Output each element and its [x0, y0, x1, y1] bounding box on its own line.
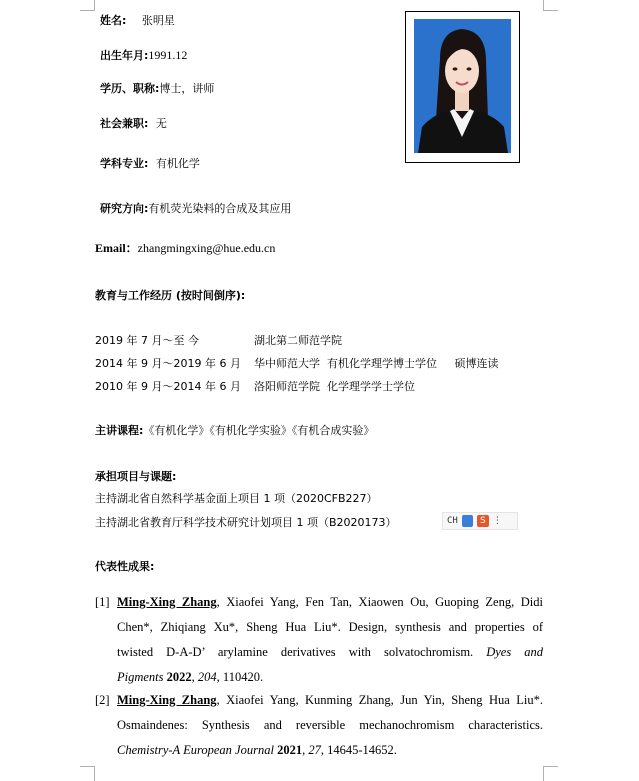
projects-heading: 承担项目与课题:: [95, 470, 177, 483]
achievements-heading: 代表性成果:: [95, 560, 155, 573]
reference-2-line-2: Osmaindenes: Synthesis and reversible mechanochromism characteristics.: [117, 718, 543, 732]
degree-row: [100, 80, 214, 96]
reference-1-number: [1]: [95, 595, 110, 609]
reference-1-line-2: Chen*, Zhiqiang Xu*, Sheng Hua Liu*. Design, synthesis and properties of: [117, 620, 543, 634]
education-period-3: 2010 年 9 月～2014 年 6 月: [95, 380, 241, 393]
profile-photo-frame: [405, 11, 520, 163]
degree-value: 博士，讲师: [159, 82, 215, 95]
ime-menu-icon[interactable]: ⋮: [492, 516, 502, 526]
reference-1-line-4: Pigments 2022, 204, 110420.: [117, 670, 264, 684]
social-label: 社会兼职:: [100, 117, 149, 130]
education-detail-2: 华中师范大学 有机化学理学博士学位 硕博连读: [254, 357, 499, 370]
project-item-2: 主持湖北省教育厅科学技术研究计划项目 1 项（B2020173）: [95, 516, 397, 529]
reference-1-journal-part: Dyes and: [486, 645, 543, 659]
ime-toolbar[interactable]: [442, 512, 518, 530]
education-detail-1: 湖北第二师范学院: [254, 334, 342, 347]
reference-2-line-1: Ming-Xing Zhang, Xiaofei Yang, Kunming Zhang, Jun Yin, Sheng Hua Liu*.: [117, 693, 543, 707]
birth-row: [100, 47, 187, 63]
crop-mark-top-right: [543, 0, 558, 11]
name-label: 姓名:: [100, 14, 127, 27]
reference-2-author: Ming-Xing Zhang: [117, 693, 217, 707]
courses-row: [95, 422, 374, 438]
profile-photo: [414, 19, 511, 153]
reference-1-line-3: twisted D-A-D’ arylamine derivatives with solvatochromism. Dyes and: [117, 645, 543, 659]
social-value: 无: [155, 117, 167, 130]
courses-value: 《有机化学》《有机化学实验》《有机合成实验》: [143, 424, 375, 437]
name-row: [100, 12, 175, 28]
reference-2-line-3: Chemistry-A European Journal 2021, 27, 14645-14652.: [117, 743, 397, 757]
ime-pen-icon[interactable]: [462, 515, 473, 527]
crop-mark-top-left: [80, 0, 95, 11]
education-period-2: 2014 年 9 月～2019 年 6 月: [95, 357, 241, 370]
project-item-1: 主持湖北省自然科学基金面上项目 1 项（2020CFB227）: [95, 492, 378, 505]
email-label: Email：: [95, 241, 138, 255]
reference-1-author: Ming-Xing Zhang: [117, 595, 217, 609]
email-row: [95, 239, 275, 256]
reference-2-number: [2]: [95, 693, 110, 707]
education-period-1: 2019 年 7 月～至 今: [95, 334, 199, 347]
ime-language-label[interactable]: CH: [447, 516, 458, 526]
research-value: 有机荧光染料的合成及其应用: [148, 202, 292, 215]
reference-1: [95, 590, 543, 690]
name-value: 张明星: [141, 14, 175, 27]
reference-2: [95, 688, 543, 768]
ime-sogou-icon[interactable]: S: [477, 515, 489, 527]
social-row: [100, 115, 167, 131]
birth-label: 出生年月:: [100, 49, 149, 62]
research-label: 研究方向:: [100, 202, 149, 215]
courses-label: 主讲课程:: [95, 424, 144, 437]
subject-label: 学科专业:: [100, 157, 149, 170]
birth-value: 1991.12: [148, 48, 188, 62]
subject-row: [100, 155, 200, 171]
education-heading: 教育与工作经历 (按时间倒序):: [95, 289, 246, 302]
portrait-image: [414, 19, 511, 153]
crop-mark-bottom-right: [543, 766, 558, 781]
crop-mark-bottom-left: [80, 766, 95, 781]
degree-label: 学历、职称:: [100, 82, 160, 95]
email-value: zhangmingxing@hue.edu.cn: [137, 241, 276, 255]
education-detail-3: 洛阳师范学院 化学理学学士学位: [254, 380, 415, 393]
research-row: [100, 200, 291, 216]
reference-1-line-1: Ming-Xing Zhang, Xiaofei Yang, Fen Tan, Xiaowen Ou, Guoping Zeng, Didi: [117, 595, 543, 609]
subject-value: 有机化学: [155, 157, 200, 170]
